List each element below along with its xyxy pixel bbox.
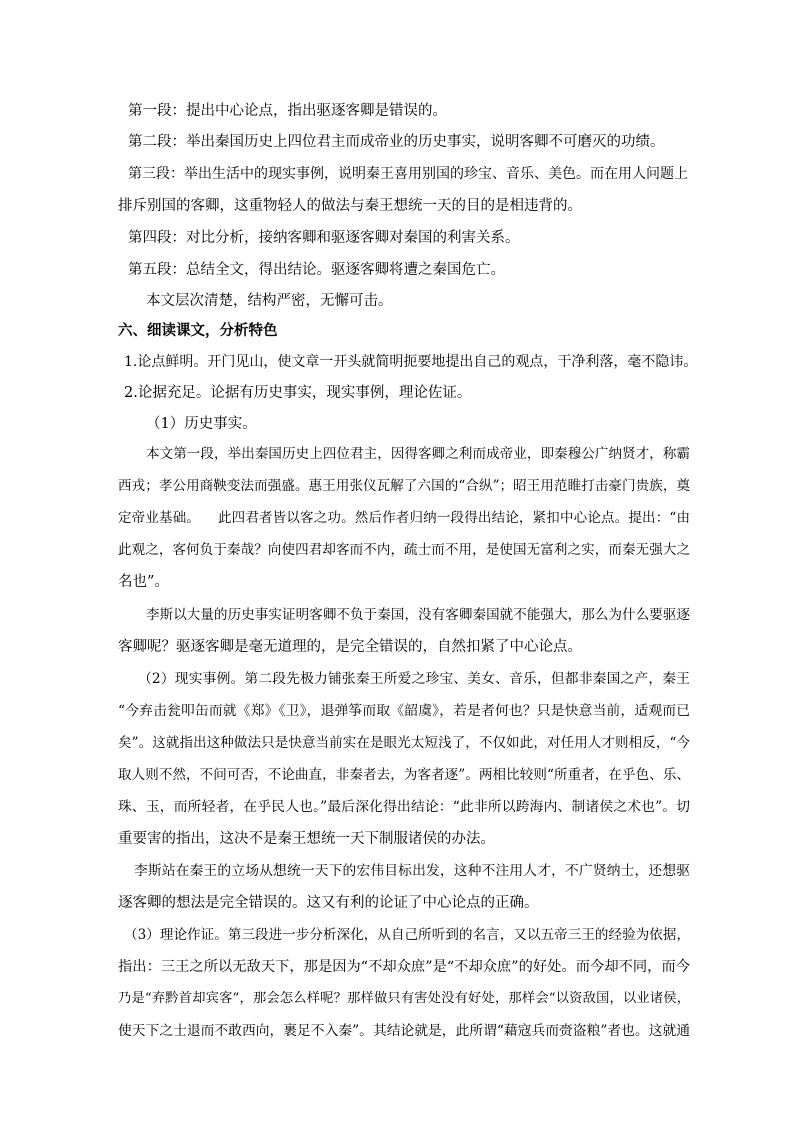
paragraph-6: 本文层次清楚，结构严密，无懈可击。 [146,293,393,309]
stance-line-2: 逐客卿的想法是完全错误的。这又有利的论证了中心论点的正确。 [118,895,539,911]
history-line-1: 本文第一段，举出秦国历史上四位君主，因得客卿之利而成帝业，即秦穆公广纳贤才，称霸 [146,446,690,462]
point-2: 2.论据充足。论据有历史事实，现实事例，理论佐证。 [124,385,472,401]
paragraph-3-line-1: 第三段：举出生活中的现实事例，说明秦王喜用别国的珍宝、音乐、美色。而在用人问题上 [128,166,688,182]
section-heading-6: 六、细读课文，分析特色 [118,323,278,339]
reality-line-5: 珠、玉，而所轻者，在乎民人也。”最后深化得出结论：“此非所以跨海内、制诸侯之术也”。切 [118,799,690,815]
paragraph-5: 第五段：总结全文，得出结论。驱逐客卿将遭之秦国危亡。 [128,262,505,278]
theory-line-1: （3）理论作证。第三段进一步分析深化，从自己所听到的名言，又以五帝三王的经验为依据， [124,927,690,943]
paragraph-3-line-2: 排斥别国的客卿，这重物轻人的做法与秦王想统一天的目的是相违背的。 [118,198,582,214]
lisi-line-2: 客卿呢？驱逐客卿是毫无道理的，是完全错误的，自然扣紧了中心论点。 [118,639,582,655]
reality-line-3: 矣”。这就指出这种做法只是快意当前实在是眼光太短浅了，不仅如此，对任用人才则相反，“今 [118,735,690,751]
history-line-2: 西戎；孝公用商鞅变法而强盛。惠王用张仪瓦解了六国的“合纵”；昭王用范睢打击豪门贵族，奠 [118,478,690,494]
point-1: 1.论点鲜明。开门见山，使文章一开头就简明扼要地提出自己的观点，干净利落，毫不隐讳。 [124,354,698,370]
reality-line-1: （2）现实事例。第二段先极力铺张秦王所爱之珍宝、美女、音乐，但都非秦国之产，秦王 [138,671,690,687]
theory-line-3: 乃是“弃黔首却宾客”，那会怎么样呢？那样做只有害处没有好处，那样会“以资敌国，以业诸侯， [118,991,690,1006]
paragraph-4: 第四段：对比分析，接纳客卿和驱逐客卿对秦国的利害关系。 [128,230,520,246]
subheading-history: （1）历史事实。 [146,416,257,432]
history-line-4: 此观之，客何负于秦哉？向使四君却客而不内，疏士而不用，是使国无富利之实，而秦无强大之 [118,542,690,558]
reality-line-6: 重要害的指出，这决不是秦王想统一天下制服诸侯的办法。 [118,831,495,847]
reality-line-2: “今弃击瓮叩缶而就《郑》《卫》，退弹筝而取《韶虞》，若是者何也？只是快意当前，适观而已 [118,703,690,719]
history-line-5: 名也”。 [118,574,169,590]
lisi-line-1: 李斯以大量的历史事实证明客卿不负于秦国，没有客卿秦国就不能强大，那么为什么要驱逐 [146,607,690,623]
stance-line-1: 李斯站在秦王的立场从想统一天下的宏伟目标出发，这种不注用人才，不广贤纳士，还想驱 [134,863,690,879]
reality-line-4: 取人则不然，不问可否，不论曲直，非秦者去，为客者逐”。两相比较则“所重者，在乎色、乐、 [118,767,690,783]
history-line-3: 定帝业基础。 此四君者皆以客之功。然后作者归纳一段得出结论，紧扣中心论点。提出：“由 [118,510,690,526]
paragraph-1: 第一段：提出中心论点，指出驱逐客卿是错误的。 [128,103,447,119]
theory-line-2: 指出：三王之所以无敌天下，那是因为“不却众庶”是“不却众庶”的好处。而今却不同，而今 [118,959,690,975]
theory-line-4: 使天下之士退而不敢西向，裹足不入秦”。其结论就是，此所谓“藉寇兵而赍盗粮”者也。这就通 [118,1023,690,1039]
paragraph-2: 第二段：举出秦国历史上四位君主而成帝业的历史事实，说明客卿不可磨灭的功绩。 [128,134,665,150]
